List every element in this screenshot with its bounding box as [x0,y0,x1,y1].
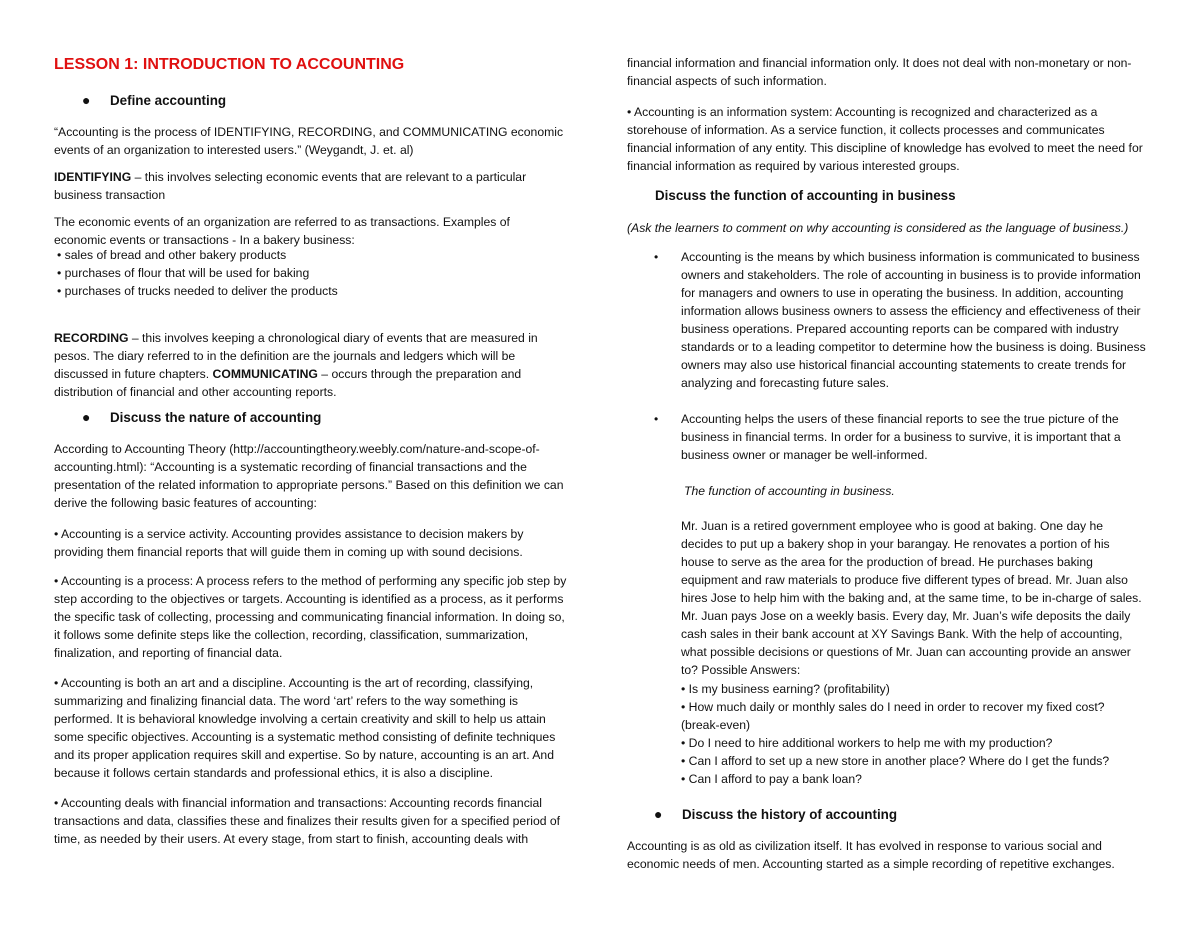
definition-quote: “Accounting is the process of IDENTIFYING, RECORDING, and COMMUNICATING economic events of an organization to interested users.” (Weygandt, J. et. al) [54,125,564,157]
lesson-title: LESSON 1: INTRODUCTION TO ACCOUNTING [54,56,405,73]
answers-list [681,680,1146,788]
events-list [57,246,537,300]
function-bullet-2: Accounting helps the users of these financial reports to see the true picture of the business in financial terms. In order for a business to survive, it is important that a business owner or manager be well-informed. [681,412,1121,462]
feature-deals: • Accounting deals with financial information and transactions: Accounting records financial transactions and data, classifies these and finalizes their results given for a specified period of time, as needed by their users. At every stage, from start to finish, accounting deals with [54,796,561,846]
list-item: • How much daily or monthly sales do I need in order to recover my fixed cost? (break-even) [681,700,1105,732]
feature-service: • Accounting is a service activity. Accounting provides assistance to decision makers by providing them financial reports that will guide them in coming up with sound decisions. [54,527,524,559]
feature-process: • Accounting is a process: A process refers to the method of performing any specific job step by step according to the objectives or targets. Accounting is identified as a process, as it performs the specific task of collecting, processing and communicating financial information. In doing so, it follows some definite steps like the collection, recording, classification, summarization, finalization, and reporting of financial data. [54,574,567,660]
case-story: Mr. Juan is a retired government employee who is good at baking. One day he decides to put up a bakery shop in your barangay. He renovates a portion of his house to serve as the area for the production of bread. He purchases baking equipment and raw materials to produce five different types of bread. Mr. Juan also hires Jose to help him with the baking and, at the same time, to be in-charge of sales. Mr. Juan pays Jose on a weekly basis. Every day, Mr. Juan’s wife deposits the daily cash sales in their bank account at XY Savings Bank. With the help of accounting, what possible decisions or questions of Mr. Juan can accounting provide an answer to? Possible Answers: [681,519,1142,677]
list-item: • Do I need to hire additional workers to help me with my production? [681,736,1053,750]
identifying-paragraph: IDENTIFYING – this involves selecting economic events that are relevant to a particular business transaction [54,170,527,202]
list-item: • Is my business earning? (profitability) [681,682,890,696]
bullet-icon: • [654,412,659,426]
list-item: • purchases of trucks needed to deliver the products [57,284,338,298]
document-page: LESSON 1: INTRODUCTION TO ACCOUNTING ● Define accounting “Accounting is the process of IDENTIFYING, RECORDING, and COMMUNICATING economic events of an organization to interested users.” (Weygandt, J. et. al) IDENTIFYING – this involves selecting economic events that are relevant to a particular business transaction The economic events of an organization are referred to as transactions. Examples of economic events or transactions - In a bakery business: • sales of bread and other bakery products • purchases of flour that will be used for baking • purchases of trucks needed to deliver the products RECORDING – this involves keeping a chronological diary of events that are measured in pesos. The diary referred to in the definition are the journals and ledgers which will be discussed in future chapters. COMMUNICATING – occurs through the preparation and distribution of financial and other accounting reports. ● Discuss the nature of accounting According to Accounting Theory (http://accountingtheory.weebly.com/nature-and-scope-of-accounting.html): “Accounting is a systematic recording of financial transactions and the presentation of the related information to appropriate persons.” Based on this definition we can derive the following basic features of accounting: • Accounting is a service activity. Accounting provides assistance to decision makers by providing them financial reports that will guide them in coming up with sound decisions. • Accounting is a process: A process refers to the method of performing any specific job step by step according to the objectives or targets. Accounting is identified as a process, as it performs the specific task of collecting, processing and communicating financial information. In doing so, it follows some definite steps like the collection, recording, classification, summarization, finalization, and reporting of financial data. • Accounting is both an art and a discipline. Accounting is the art of recording, classifying, summarizing and finalizing financial data. The word ‘art’ refers to the way something is performed. It is behavioral knowledge involving a certain creativity and skill to help us attain some specific objectives. Accounting is a systematic method consisting of definite techniques and its proper application requires skill and expertise. So by nature, accounting is an art. And because it follows certain standards and professional ethics, it is also a discipline. • Accounting deals with financial information and transactions: Accounting records financial transactions and data, classifies these and finalizes their results given for a specified period of time, as needed by their users. At every stage, from start to finish, accounting deals with financial information and financial information only. It does not deal with non-monetary or non-financial aspects of such information. • Accounting is an information system: Accounting is recognized and characterized as a storehouse of information. As a service function, it collects processes and communicates financial information of any entity. This discipline of knowledge has evolved to meet the need for financial information as required by various interested groups. Discuss the function of accounting in business (Ask the learners to comment on why accounting is considered as the language of business.) • Accounting is the means by which business information is communicated to business owners and stakeholders. The role of accounting in business is to provide information for managers and owners to use in operating the business. In addition, accounting information allows business owners to assess the efficiency and effectiveness of their business operations. Prepared accounting reports can be compared with industry standards or to a leading competitor to determine how the business is doing. Business owners may also use historical financial accounting statements to create trends for analyzing and forecasting future sales. • Accounting helps the users of these financial reports to see the true picture of the business in financial terms. In order for a business to survive, it is important that a business owner or manager be well-informed. The function of accounting in business. Mr. Juan is a retired government employee who is good at baking. One day he decides to put up a bakery shop in your barangay. He renovates a portion of his house to serve as the area for the production of bread. He purchases baking equipment and raw materials to produce five different types of bread. Mr. Juan also hires Jose to help him with the baking and, at the same time, to be in-charge of sales. Mr. Juan pays Jose on a weekly basis. Every day, Mr. Juan’s wife deposits the daily cash sales in their bank account at XY Savings Bank. With the help of accounting, what possible decisions or questions of Mr. Juan can accounting provide an answer to? Possible Answers: • Is my business earning? (profitability) • How much daily or monthly sales do I need in order to recover my fixed cost? (break-even) • Do I need to hire additional workers to help me with my production? • Can I afford to set up a new store in another place? Where do I get the funds? • Can I afford to pay a bank loan? ● Discuss the history of accounting Accounting is as old as civilization itself. It has evolved in response to various social and economic needs of men. Accounting started as a simple recording of repetitive exchanges. [54,56,1146,871]
info-system-paragraph: • Accounting is an information system: Accounting is recognized and characterized as a storehouse of information. As a service function, it collects processes and communicates financial information of any entity. This discipline of knowledge has evolved to meet the need for financial information as required by various interested groups. [627,105,1143,173]
feature-art: • Accounting is both an art and a discipline. Accounting is the art of recording, classifying, summarizing and finalizing financial data. The word ‘art’ refers to the way something is performed. It is behavioral knowledge involving a certain creativity and skill to help us attain some specific objectives. Accounting is a systematic method consisting of definite techniques and its proper application requires skill and expertise. So by nature, accounting is an art. And because it follows certain standards and professional ethics, it is also a discipline. [54,676,556,780]
ask-learners: (Ask the learners to comment on why accounting is considered as the language of business.) [627,221,1129,235]
list-item: • Can I afford to pay a bank loan? [681,772,862,786]
events-intro: The economic events of an organization are referred to as transactions. Examples of economic events or transactions - In a bakery business: [54,215,510,247]
recording-paragraph: RECORDING – this involves keeping a chronological diary of events that are measured in pesos. The diary referred to in the definition are the journals and ledgers which will be discussed in future chapters. COMMUNICATING – occurs through the preparation and distribution of financial and other accounting reports. [54,331,538,399]
list-item: • Can I afford to set up a new store in another place? Where do I get the funds? [681,754,1110,768]
bullet-icon: • [654,250,659,264]
bullet-icon: ● [82,409,91,425]
history-paragraph: Accounting is as old as civilization itself. It has evolved in response to various social and economic needs of men. Accounting started as a simple recording of repetitive exchanges. [627,839,1115,871]
list-item: • purchases of flour that will be used for baking [57,266,310,280]
function-bullet-1: Accounting is the means by which business information is communicated to business owners and stakeholders. The role of accounting in business is to provide information for managers and owners to use in operating the business. In addition, accounting information allows business owners to assess the efficiency and effectiveness of their business operations. Prepared accounting reports can be compared with industry standards or to a leading competitor to determine how the business is doing. Business owners may also use historical financial accounting statements to create trends for analyzing and forecasting future sales. [681,250,1146,390]
bullet-icon: ● [654,806,663,822]
function-title: The function of accounting in business. [684,484,895,498]
bullet-icon: ● [82,92,91,108]
continued-paragraph: financial information and financial information only. It does not deal with non-monetary or non-financial aspects of such information. [627,56,1132,88]
list-item: • sales of bread and other bakery products [57,248,287,262]
nature-intro: According to Accounting Theory (http://accountingtheory.weebly.com/nature-and-scope-of-accounting.html): “Accounting is a systematic recording of financial transactions and the presentation of the related information to appropriate persons.” Based on this definition we can derive the following basic features of accounting: [54,442,564,510]
